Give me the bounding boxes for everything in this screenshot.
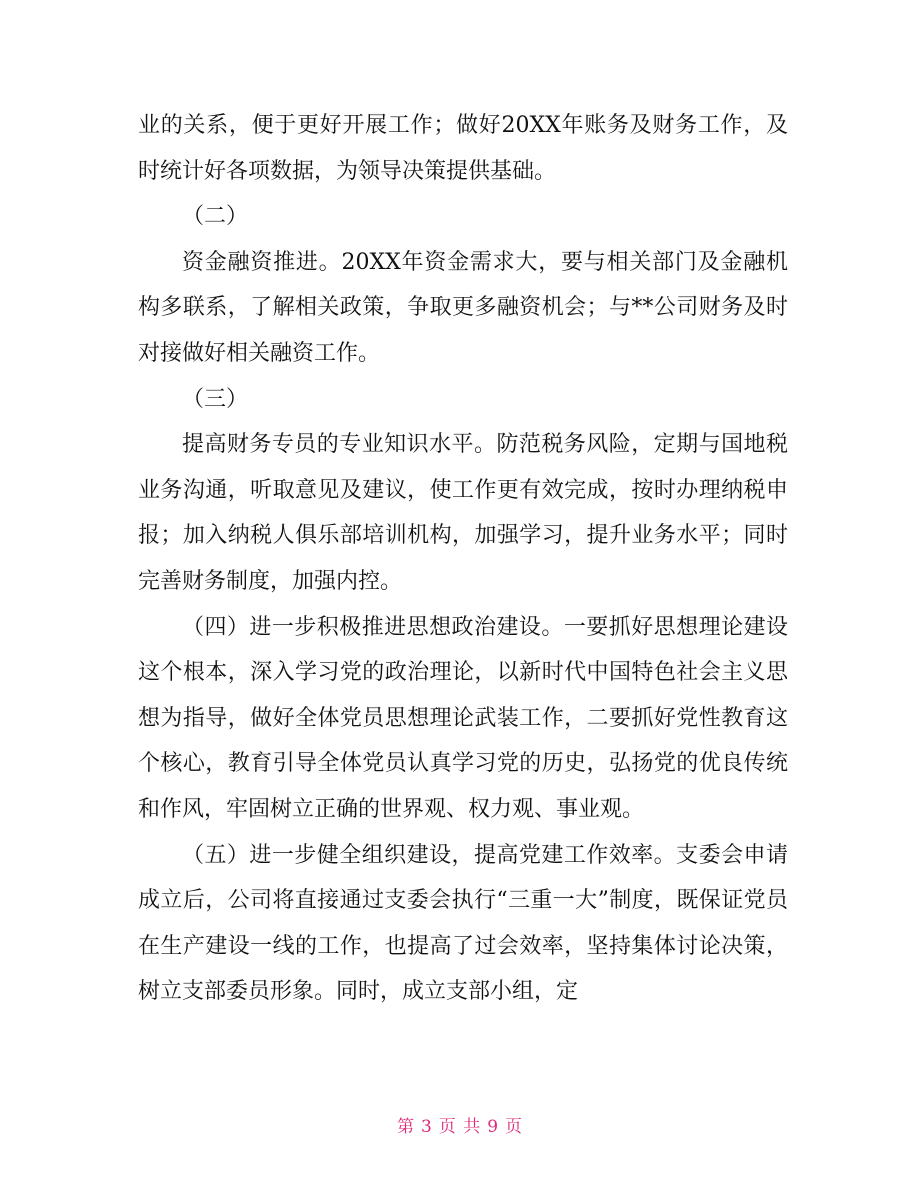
paragraph-finance-staff: 提高财务专员的专业知识水平。防范税务风险，定期与国地税业务沟通，听取意见及建议，使工作更有效完成，按时办理纳税申报；加入纳税人俱乐部培训机构，加强学习，提升业务水平；同时完善财务制度，加强内控。 [138,432,788,594]
footer-middle: 页 共 [438,1117,482,1137]
paragraph-organization-construction: （五）进一步健全组织建设，提高党建工作效率。支委会申请成立后，公司将直接通过支委会执行“三重一大”制度，既保证党员在生产建设一线的工作，也提高了过会效率，坚持集体讨论决策，树立支部委员形象。同时，成立支部小组，定 [138,842,788,1005]
footer-total-pages: 9 [487,1117,500,1137]
section-heading-3: （三） [182,386,249,412]
footer-page-number: 3 [420,1117,433,1137]
footer-suffix: 页 [505,1117,524,1137]
footer-prefix: 第 [396,1117,415,1137]
document-body [138,103,788,1015]
paragraph-financing: 资金融资推进。20XX年资金需求大，要与相关部门及金融机构多联系，了解相关政策，争取更多融资机会；与**公司财务及时对接做好相关融资工作。 [138,249,788,366]
paragraph-continuation: 业的关系，便于更好开展工作；做好20XX年账务及财务工作，及时统计好各项数据，为领导决策提供基础。 [138,113,788,184]
section-heading-2: （二） [182,204,249,230]
page-footer [0,1112,920,1137]
paragraph-political-construction: （四）进一步积极推进思想政治建设。一要抓好思想理论建设这个根本，深入学习党的政治理论，以新时代中国特色社会主义思想为指导，做好全体党员思想理论武装工作，二要抓好党性教育这个核心，教育引导全体党员认真学习党的历史，弘扬党的优良传统和作风，牢固树立正确的世界观、权力观、事业观。 [138,614,788,822]
